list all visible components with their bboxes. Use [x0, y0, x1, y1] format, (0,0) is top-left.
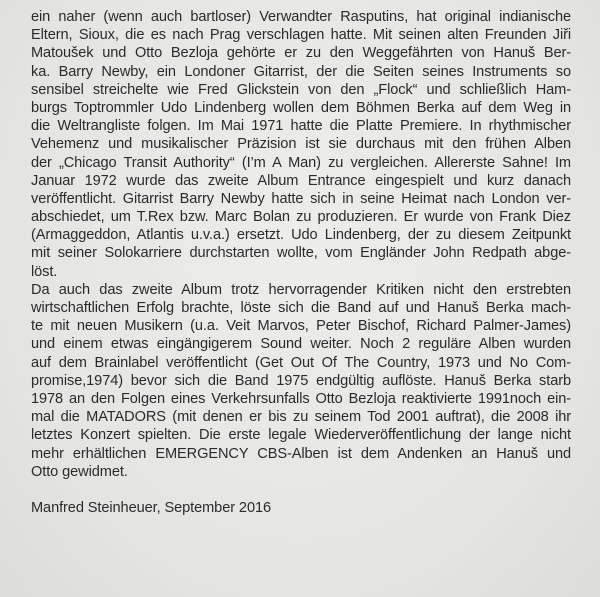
text-line: burgs Toptrommler Udo Lindenberg wollen dem Böhmen Berka auf dem Weg in: [31, 99, 571, 116]
text-line: promise,1974) bevor sich die Band 1975 endgültig auflöste. Hanuš Berka starb: [31, 372, 571, 389]
text-line: die Weltrangliste folgen. Im Mai 1971 hatte die Platte Premiere. In rhythmischer: [31, 118, 571, 135]
text-line: Eltern, Sioux, die es nach Prag verschlagen hatte. Mit seinen alten Freunden Jiři: [31, 27, 571, 44]
text-line: ein naher (wenn auch bartloser) Verwandter Rasputins, hat original indianische: [31, 9, 571, 25]
text-line: ka. Barry Newby, ein Londoner Gitarrist, der die Seiten seines Instruments so: [31, 63, 571, 80]
signature: Manfred Steinheuer, September 2016: [31, 499, 271, 516]
text-line: mehr erhältlichen EMERGENCY CBS-Alben ist dem Andenken an Hanuš und: [31, 445, 571, 462]
text-line: veröffentlicht. Gitarrist Barry Newby hatte sich in seine Heimat nach London ver-: [31, 190, 571, 207]
text-line: löst.: [31, 263, 58, 280]
text-line: wirtschaftlichen Erfolg brachte, löste sich die Band auf und Hanuš Berka mach-: [31, 300, 571, 316]
text-line: Da auch das zweite Album trotz hervorragender Kritiken nicht den erstrebten: [31, 281, 571, 298]
text-line: te mit neuen Musikern (u.a. Veit Marvos, Peter Bischof, Richard Palmer-James): [31, 318, 571, 335]
text-line: abschiedet, um T.Rex bzw. Marc Bolan zu produzieren. Er wurde von Frank Diez: [31, 209, 571, 226]
text-line: 1978 an den Folgen eines Verkehrsunfalls Otto Bezloja reaktivierte 1991noch ein-: [31, 390, 571, 407]
liner-notes-text: [31, 8, 571, 517]
text-line: auf dem Brainlabel veröffentlicht (Get Out Of The Country, 1973 und No Com-: [31, 354, 571, 371]
paragraph-2: [31, 281, 571, 481]
text-line: mal die MATADORS (mit denen er bis zu seinem Tod 2001 auftrat), die 2008 ihr: [31, 409, 571, 426]
text-line: Otto gewidmet.: [31, 463, 128, 480]
text-line: Januar 1972 wurde das zweite Album Entrance eingespielt und kurz danach: [31, 172, 571, 189]
text-line: (Armaggeddon, Atlantis u.v.a.) ersetzt. Udo Lindenberg, der zu diesem Zeitpunkt: [31, 227, 571, 244]
text-line: Vehemenz und musikalischer Präzision ist sie durchaus mit den frühen Alben: [31, 136, 571, 153]
text-line: der „Chicago Transit Authority“ (I’m A Man) zu vergleichen. Allererste Sahne! Im: [31, 154, 571, 171]
paragraph-1: [31, 8, 571, 281]
text-line: Matoušek und Otto Bezloja gehörte er zu den Weggefährten von Hanuš Ber-: [31, 45, 571, 62]
text-line: und einem etwas eingängigerem Sound weiter. Noch 2 reguläre Alben wurden: [31, 336, 571, 353]
text-line: mit seiner Solokarriere durchstarten wollte, vom Engländer John Redpath abge-: [31, 245, 571, 262]
text-line: sensibel streichelte wie Fred Glickstein von den „Flock“ und schließlich Ham-: [31, 81, 571, 98]
text-line: letztes Konzert spielten. Die erste legale Wiederveröffentlichung der lange nicht: [31, 427, 571, 444]
